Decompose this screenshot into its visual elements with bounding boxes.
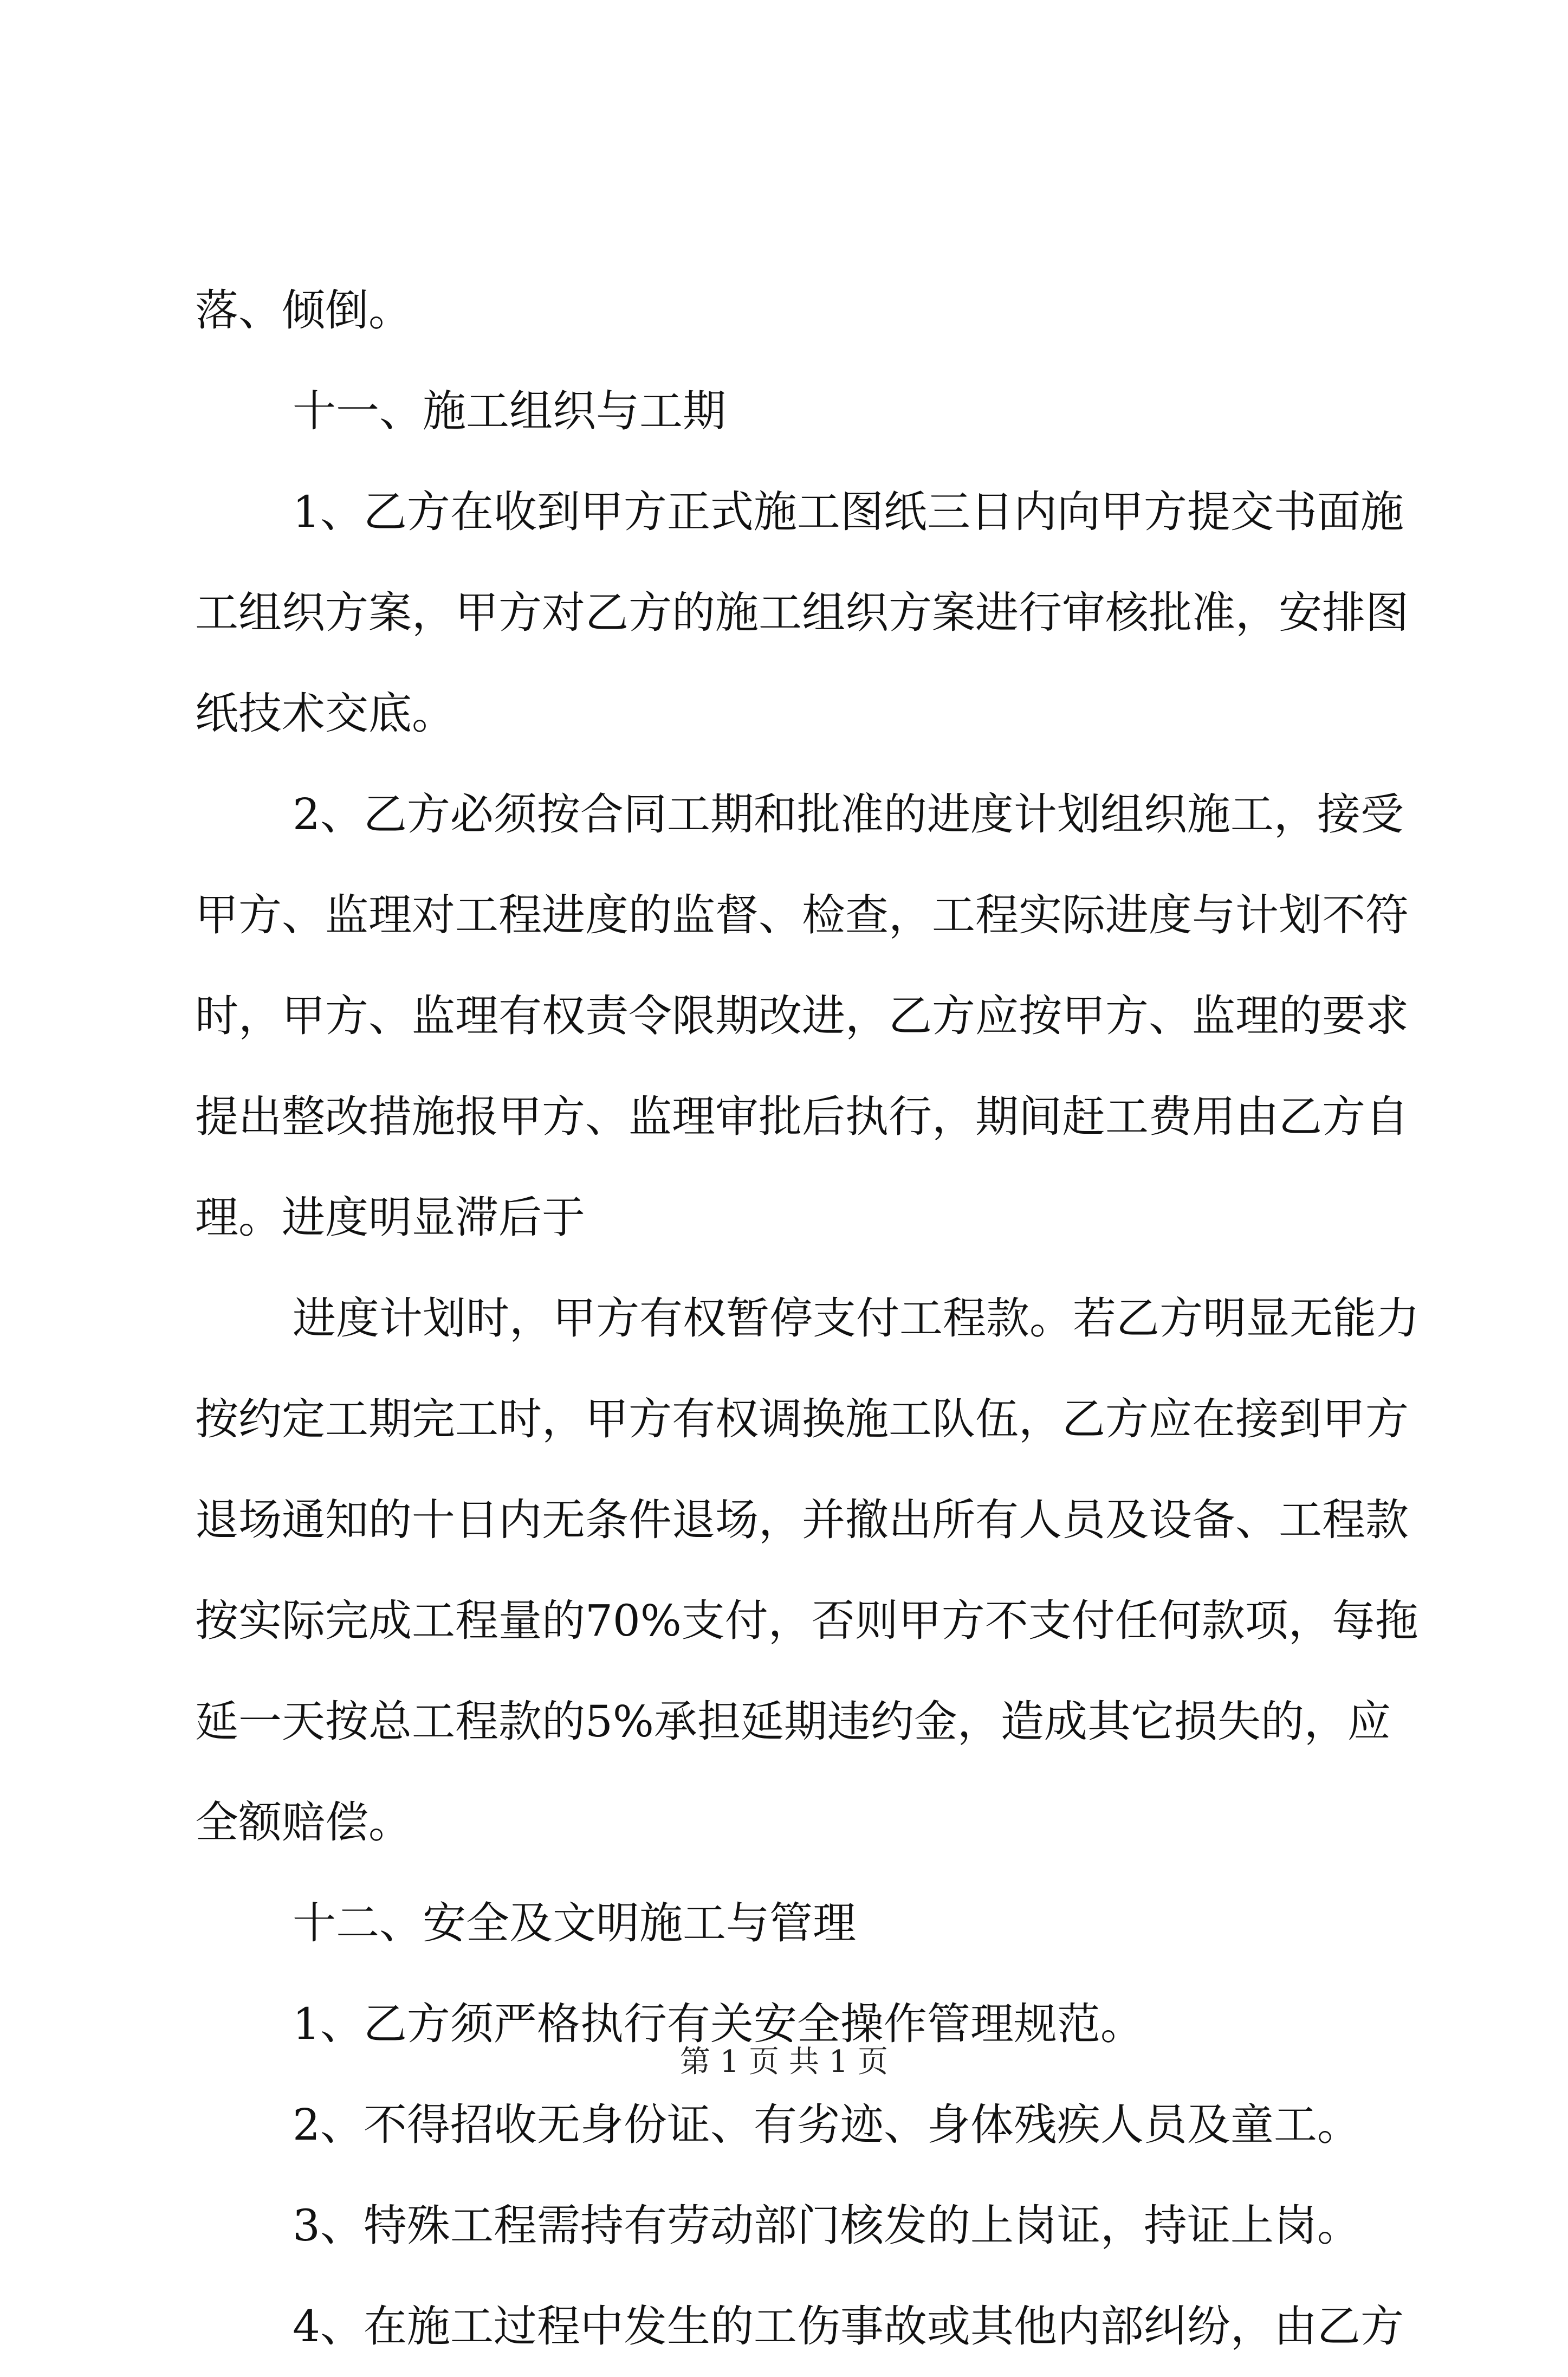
text-line: 1、乙方须严格执行有关安全操作管理规范。 xyxy=(293,1999,1144,2049)
section-heading: 十一、施工组织与工期 xyxy=(293,386,726,436)
text-line: 时，甲方、监理有权责令限期改进，乙方应按甲方、监理的要求 xyxy=(195,991,1409,1041)
text-line: 2、乙方必须按合同工期和批准的进度计划组织施工，接受 xyxy=(293,789,1404,839)
text-line: 4、在施工过程中发生的工伤事故或其他内部纠纷，由乙方 xyxy=(293,2301,1404,2352)
text-line: 3、特殊工程需持有劳动部门核发的上岗证，持证上岗。 xyxy=(293,2200,1360,2251)
text-line: 理。进度明显滞后于 xyxy=(195,1192,585,1243)
text-line: 延一天按总工程款的5%承担延期违约金，造成其它损失的，应 xyxy=(195,1696,1391,1747)
text-line: 退场通知的十日内无条件退场，并撤出所有人员及设备、工程款 xyxy=(195,1495,1409,1545)
text-line: 2、不得招收无身份证、有劣迹、身体残疾人员及童工。 xyxy=(293,2100,1360,2150)
text-line: 1、乙方在收到甲方正式施工图纸三日内向甲方提交书面施 xyxy=(293,487,1404,537)
text-line: 工组织方案，甲方对乙方的施工组织方案进行审核批准，安排图 xyxy=(195,587,1409,638)
text-line: 落、倾倒。 xyxy=(195,285,412,335)
text-line: 甲方、监理对工程进度的监督、检查，工程实际进度与计划不符 xyxy=(195,890,1409,940)
text-line: 按实际完成工程量的70%支付，否则甲方不支付任何款项，每拖 xyxy=(195,1596,1418,1646)
text-line: 提出整改措施报甲方、监理审批后执行，期间赶工费用由乙方自 xyxy=(195,1091,1409,1142)
section-heading: 十二、安全及文明施工与管理 xyxy=(293,1898,856,1948)
text-line: 全额赔偿。 xyxy=(195,1797,412,1848)
text-line: 纸技术交底。 xyxy=(195,688,455,739)
text-line: 按约定工期完工时，甲方有权调换施工队伍，乙方应在接到甲方 xyxy=(195,1394,1409,1444)
text-line: 进度计划时，甲方有权暂停支付工程款。若乙方明显无能力 xyxy=(293,1293,1420,1343)
page-footer: 第 1 页 共 1 页 xyxy=(679,2044,889,2079)
